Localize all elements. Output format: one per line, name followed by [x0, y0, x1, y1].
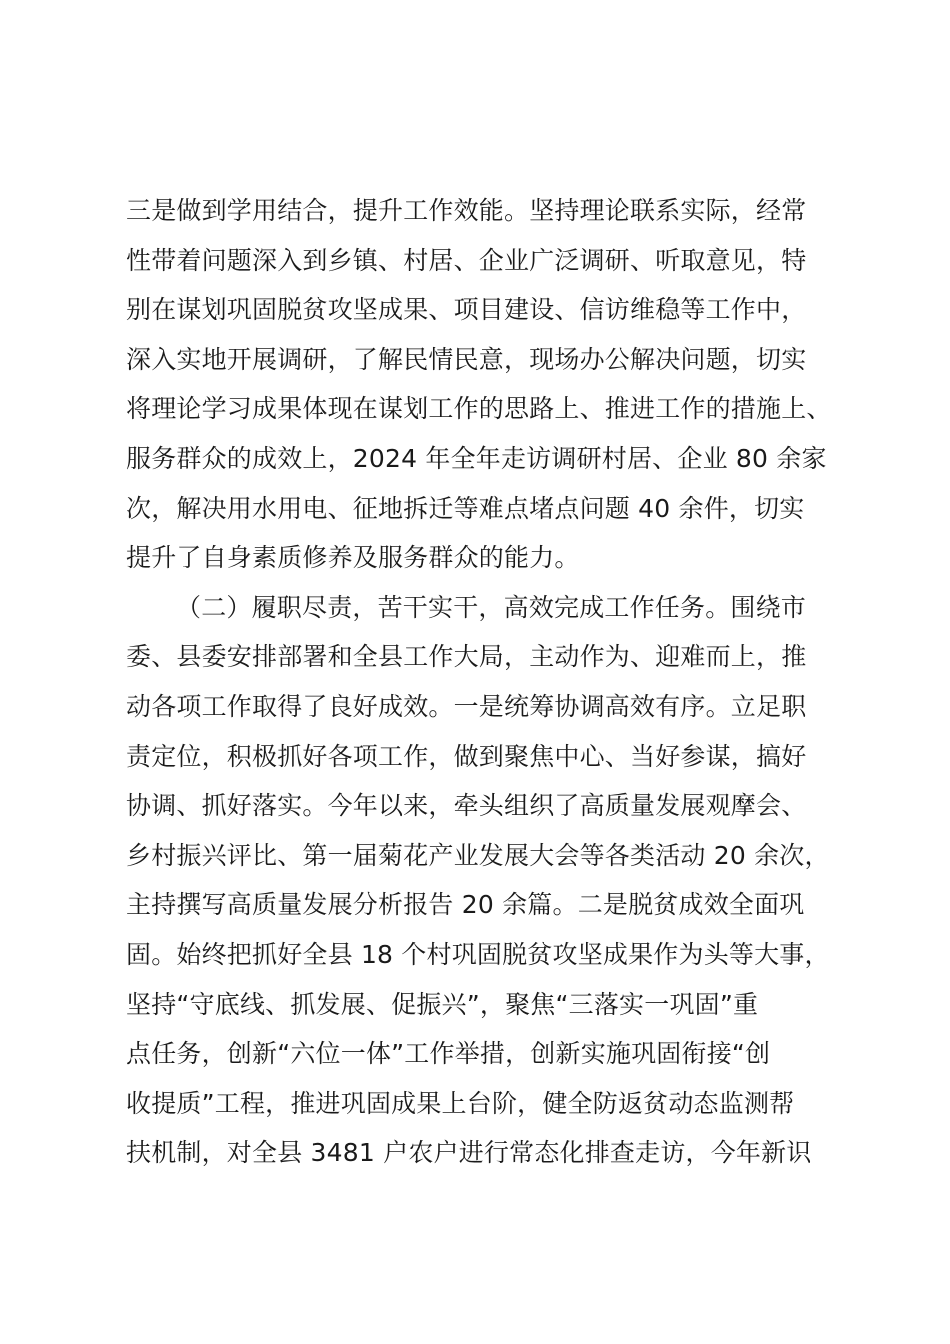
text-line: 协调、抓好落实。今年以来，牵头组织了高质量发展观摩会、: [126, 791, 807, 821]
text-line: 服务群众的成效上，2024 年全年走访调研村居、企业 80 余家: [126, 443, 827, 473]
paragraph-duty-performance: [126, 583, 861, 1178]
text-line: （二）履职尽责，苦干实干，高效完成工作任务。围绕市: [176, 592, 807, 622]
text-line: 动各项工作取得了良好成效。一是统筹协调高效有序。立足职: [126, 691, 807, 721]
text-line: 委、县委安排部署和全县工作大局，主动作为、迎难而上，推: [126, 642, 807, 672]
text-line: 坚持“守底线、抓发展、促振兴”，聚焦“三落实一巩固”重: [126, 989, 759, 1019]
paragraph-learning-application: [126, 186, 861, 583]
text-line: 提升了自身素质修养及服务群众的能力。: [126, 543, 580, 573]
text-line: 扶机制，对全县 3481 户农户进行常态化排查走访，今年新识: [126, 1138, 812, 1168]
text-line: 性带着问题深入到乡镇、村居、企业广泛调研、听取意见，特: [126, 245, 807, 275]
text-line: 将理论学习成果体现在谋划工作的思路上、推进工作的措施上、: [126, 394, 832, 424]
text-line: 固。始终把抓好全县 18 个村巩固脱贫攻坚成果作为头等大事，: [126, 939, 830, 969]
text-line: 三是做到学用结合，提升工作效能。坚持理论联系实际，经常: [126, 196, 807, 225]
text-line: 点任务，创新“六位一体”工作举措，创新实施巩固衔接“创: [126, 1039, 771, 1069]
text-line: 主持撰写高质量发展分析报告 20 余篇。二是脱贫成效全面巩: [126, 890, 805, 920]
text-line: 收提质”工程，推进巩固成果上台阶，健全防返贫动态监测帮: [126, 1088, 795, 1118]
text-line: 次，解决用水用电、征地拆迁等难点堵点问题 40 余件，切实: [126, 493, 805, 523]
text-line: 乡村振兴评比、第一届菊花产业发展大会等各类活动 20 余次，: [126, 840, 830, 870]
text-line: 别在谋划巩固脱贫攻坚成果、项目建设、信访维稳等工作中，: [126, 295, 807, 325]
text-line: 责定位，积极抓好各项工作，做到聚焦中心、当好参谋，搞好: [126, 741, 807, 771]
body-text: [126, 186, 861, 1178]
text-line: 深入实地开展调研，了解民情民意，现场办公解决问题，切实: [126, 344, 807, 374]
